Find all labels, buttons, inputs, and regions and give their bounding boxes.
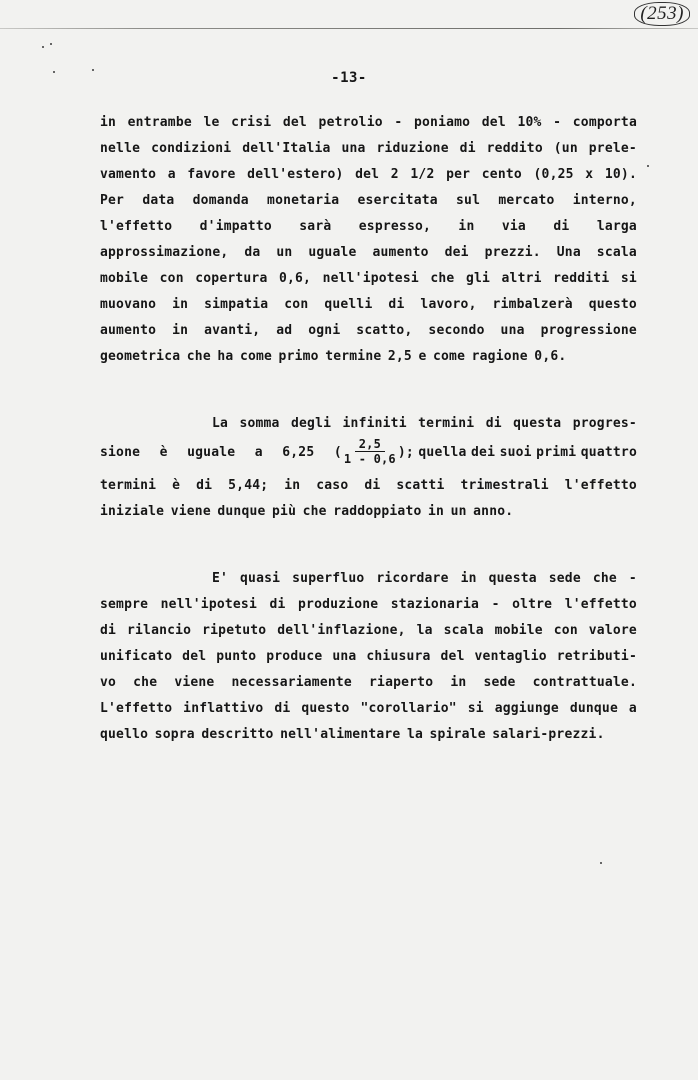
word: questo — [588, 297, 637, 312]
word: dell'estero) — [247, 167, 344, 182]
word: La — [212, 416, 229, 431]
word: si — [467, 701, 484, 716]
word: di — [553, 219, 570, 234]
text-line — [100, 240, 637, 266]
word: dell'Italia — [242, 141, 331, 156]
word: somma — [239, 416, 280, 431]
word: nell'alimentare — [280, 727, 401, 742]
word: secondo — [428, 323, 485, 338]
word: termini — [100, 478, 157, 493]
word: questo — [301, 701, 350, 716]
text-line — [100, 188, 637, 214]
word: stazionaria — [390, 597, 480, 612]
word: dell'inflazione, — [277, 623, 406, 638]
word: con — [553, 623, 578, 638]
word: quella — [418, 445, 467, 460]
text-line — [100, 499, 637, 525]
word: reddito — [486, 141, 543, 156]
word: in — [458, 219, 475, 234]
word: ogni — [308, 323, 341, 338]
word: aumento — [372, 245, 429, 260]
word: quelli — [324, 297, 373, 312]
word: che — [302, 504, 327, 519]
word: in — [172, 323, 189, 338]
word: a — [254, 445, 263, 460]
word: salari-prezzi. — [492, 727, 605, 742]
word: larga — [596, 219, 637, 234]
word: retributi- — [556, 649, 637, 664]
word: da — [244, 245, 261, 260]
word: viene — [170, 504, 211, 519]
word: superfluo — [292, 571, 365, 586]
word: inflattivo — [183, 701, 264, 716]
word: una — [500, 323, 525, 338]
word: iniziale — [100, 504, 165, 519]
word: termini — [418, 416, 475, 431]
word: è — [172, 478, 181, 493]
word: di — [388, 297, 405, 312]
word: sul — [456, 193, 481, 208]
word: infiniti — [342, 416, 407, 431]
word: contrattuale. — [532, 675, 637, 690]
word: via — [501, 219, 526, 234]
word: d'impatto — [199, 219, 272, 234]
word: Una — [556, 245, 581, 260]
word: suoi — [499, 445, 532, 460]
word: che — [430, 271, 455, 286]
word: che — [186, 349, 211, 364]
word: l'effetto — [564, 478, 637, 493]
word: di — [100, 623, 117, 638]
word: sempre — [100, 597, 149, 612]
word: in — [450, 675, 467, 690]
word: "corollario" — [360, 701, 457, 716]
text-line-with-fraction — [100, 437, 637, 469]
word: di — [269, 597, 286, 612]
word: nell'ipotesi — [322, 271, 419, 286]
word: muovano — [100, 297, 157, 312]
word: una — [332, 649, 357, 664]
word: che — [592, 571, 617, 586]
word: dei — [471, 445, 496, 460]
text-line — [100, 318, 637, 344]
word: anno. — [473, 504, 514, 519]
word: in — [284, 478, 301, 493]
paragraph-1 — [100, 110, 637, 370]
word: del — [282, 115, 307, 130]
word: copertura — [195, 271, 268, 286]
word: produce — [266, 649, 323, 664]
word: uguale — [187, 445, 236, 460]
word: con — [284, 297, 309, 312]
text-segment — [398, 440, 637, 466]
word: di — [485, 416, 502, 431]
word: è — [159, 445, 168, 460]
text-line — [100, 592, 637, 618]
word: 2 — [390, 167, 399, 182]
word: nelle — [100, 141, 141, 156]
word: unificato — [100, 649, 173, 664]
word: che — [133, 675, 158, 690]
word: 6,25 — [282, 445, 315, 460]
word: ventaglio — [474, 649, 547, 664]
text-line — [100, 722, 637, 748]
word: ha — [217, 349, 234, 364]
paragraph-2 — [100, 411, 637, 525]
word: per — [446, 167, 471, 182]
word: la — [416, 623, 433, 638]
word: scatto, — [356, 323, 413, 338]
word: 10% — [517, 115, 542, 130]
word: ripetuto — [202, 623, 267, 638]
word: nell'ipotesi — [160, 597, 257, 612]
word: approssimazione, — [100, 245, 229, 260]
word: primo — [278, 349, 319, 364]
paragraph-3 — [100, 566, 637, 748]
text-line — [100, 110, 637, 136]
word: poniamo — [413, 115, 471, 130]
word: una — [341, 141, 366, 156]
word: vo — [100, 675, 117, 690]
word: raddoppiato — [333, 504, 422, 519]
word: sede — [548, 571, 581, 586]
word: 1/2 — [410, 167, 435, 182]
word: prele- — [588, 141, 637, 156]
word: esercitata — [357, 193, 438, 208]
word: l'effetto — [564, 597, 637, 612]
word: chiusura — [366, 649, 431, 664]
fraction — [344, 438, 396, 465]
word: in — [172, 297, 189, 312]
word: Per — [100, 193, 125, 208]
word: dunque — [217, 504, 266, 519]
text-line — [100, 214, 637, 240]
word: come — [239, 349, 273, 364]
word: riaperto — [369, 675, 434, 690]
word: l'effetto — [100, 219, 173, 234]
word: quello — [100, 727, 149, 742]
word: mobile — [494, 623, 543, 638]
word: 0,6, — [278, 271, 312, 286]
text-line — [100, 162, 637, 188]
word: termine — [325, 349, 382, 364]
word: riduzione — [376, 141, 449, 156]
word: 0,6. — [534, 349, 567, 364]
word: crisi — [231, 115, 272, 130]
word: del — [182, 649, 207, 664]
word: 5,44; — [228, 478, 269, 493]
word: dei — [444, 245, 469, 260]
word: simpatia — [204, 297, 269, 312]
word: la — [406, 727, 424, 742]
word: questa — [513, 416, 562, 431]
word: scala — [443, 623, 484, 638]
word: viene — [174, 675, 215, 690]
fraction-numerator: 2,5 — [355, 438, 385, 452]
word: spirale — [429, 727, 486, 742]
word: scatti — [396, 478, 445, 493]
archive-number-stamp: (253) — [634, 2, 690, 26]
text-line — [100, 266, 637, 292]
word: prezzi. — [484, 245, 541, 260]
word: descritto — [201, 727, 274, 742]
word: più — [272, 504, 297, 519]
text-line — [100, 344, 637, 370]
speck — [647, 165, 649, 167]
word: mercato — [498, 193, 555, 208]
speck — [600, 862, 602, 864]
word: produzione — [298, 597, 379, 612]
word: degli — [290, 416, 332, 431]
word: un — [276, 245, 293, 260]
word: favore — [187, 167, 236, 182]
fraction-denominator: 1 - 0,6 — [343, 451, 396, 466]
word: mobile — [100, 271, 149, 286]
word: data — [142, 193, 175, 208]
word: comporta — [572, 115, 637, 130]
word: domanda — [192, 193, 249, 208]
word: in — [100, 115, 117, 130]
word: - — [553, 115, 562, 130]
word: progressione — [540, 323, 637, 338]
word: petrolio — [318, 115, 383, 130]
word: (0,25 — [533, 167, 574, 182]
word: valore — [588, 623, 637, 638]
word: gli — [465, 271, 491, 286]
word: si — [620, 271, 637, 286]
text-line — [100, 644, 637, 670]
word: rimbalzerà — [492, 297, 573, 312]
text-line — [100, 411, 637, 437]
word: scala — [596, 245, 637, 260]
page-top-edge — [0, 28, 698, 29]
word: - — [491, 597, 500, 612]
word: trimestrali — [460, 478, 549, 493]
word: in — [460, 571, 477, 586]
word: come — [433, 349, 466, 364]
word: a — [628, 701, 637, 716]
word: E' — [212, 571, 229, 586]
word: interno, — [572, 193, 637, 208]
word: di — [364, 478, 381, 493]
text-line — [100, 618, 637, 644]
word: aggiunge — [494, 701, 559, 716]
word: del — [355, 167, 380, 182]
speck — [42, 46, 44, 48]
word: ragione — [471, 349, 528, 364]
word: del — [481, 115, 506, 130]
word: con — [159, 271, 184, 286]
word: del — [440, 649, 465, 664]
word: sarà — [299, 219, 332, 234]
word: avanti, — [204, 323, 261, 338]
word: a — [167, 167, 176, 182]
word: quasi — [240, 571, 281, 586]
word: punto — [216, 649, 257, 664]
word: di — [196, 478, 213, 493]
word: vamento — [100, 167, 157, 182]
text-line — [100, 696, 637, 722]
word: dunque — [569, 701, 618, 716]
word: ricordare — [376, 571, 449, 586]
text-line — [100, 566, 637, 592]
word: x — [585, 167, 594, 182]
word: e — [418, 349, 427, 364]
word: entrambe — [127, 115, 192, 130]
speck — [50, 43, 52, 45]
text-line — [100, 670, 637, 696]
word: 10). — [604, 167, 637, 182]
text-line — [100, 473, 637, 499]
word: L'effetto — [100, 701, 173, 716]
word: caso — [316, 478, 349, 493]
word: questa — [488, 571, 537, 586]
word: geometrica — [100, 349, 181, 364]
word: quattro — [580, 445, 637, 460]
word: un — [450, 504, 467, 519]
word: altri — [501, 271, 542, 286]
word: - — [394, 115, 403, 130]
word: 2,5 — [387, 349, 412, 364]
word: (un — [553, 141, 578, 156]
word: aumento — [100, 323, 157, 338]
word: lavoro, — [420, 297, 477, 312]
word: oltre — [512, 597, 553, 612]
word: ( — [333, 445, 342, 460]
word: sopra — [154, 727, 195, 742]
word: ); — [397, 445, 414, 460]
word: redditi — [553, 271, 610, 286]
word: sede — [483, 675, 516, 690]
page-number: -13- — [331, 70, 367, 86]
word: in — [428, 504, 445, 519]
word: progres- — [572, 416, 637, 431]
word: necessariamente — [231, 675, 352, 690]
word: uguale — [308, 245, 357, 260]
word: ad — [276, 323, 293, 338]
text-segment — [100, 440, 342, 466]
word: di — [274, 701, 291, 716]
word: primi — [536, 445, 577, 460]
word: di — [459, 141, 476, 156]
word: le — [203, 115, 220, 130]
word: rilancio — [126, 623, 192, 638]
word: sione — [100, 445, 141, 460]
text-line — [100, 136, 637, 162]
text-line — [100, 292, 637, 318]
word: cento — [481, 167, 522, 182]
word: monetaria — [267, 193, 340, 208]
word: - — [628, 571, 637, 586]
word: espresso, — [358, 219, 432, 234]
word: condizioni — [151, 141, 232, 156]
